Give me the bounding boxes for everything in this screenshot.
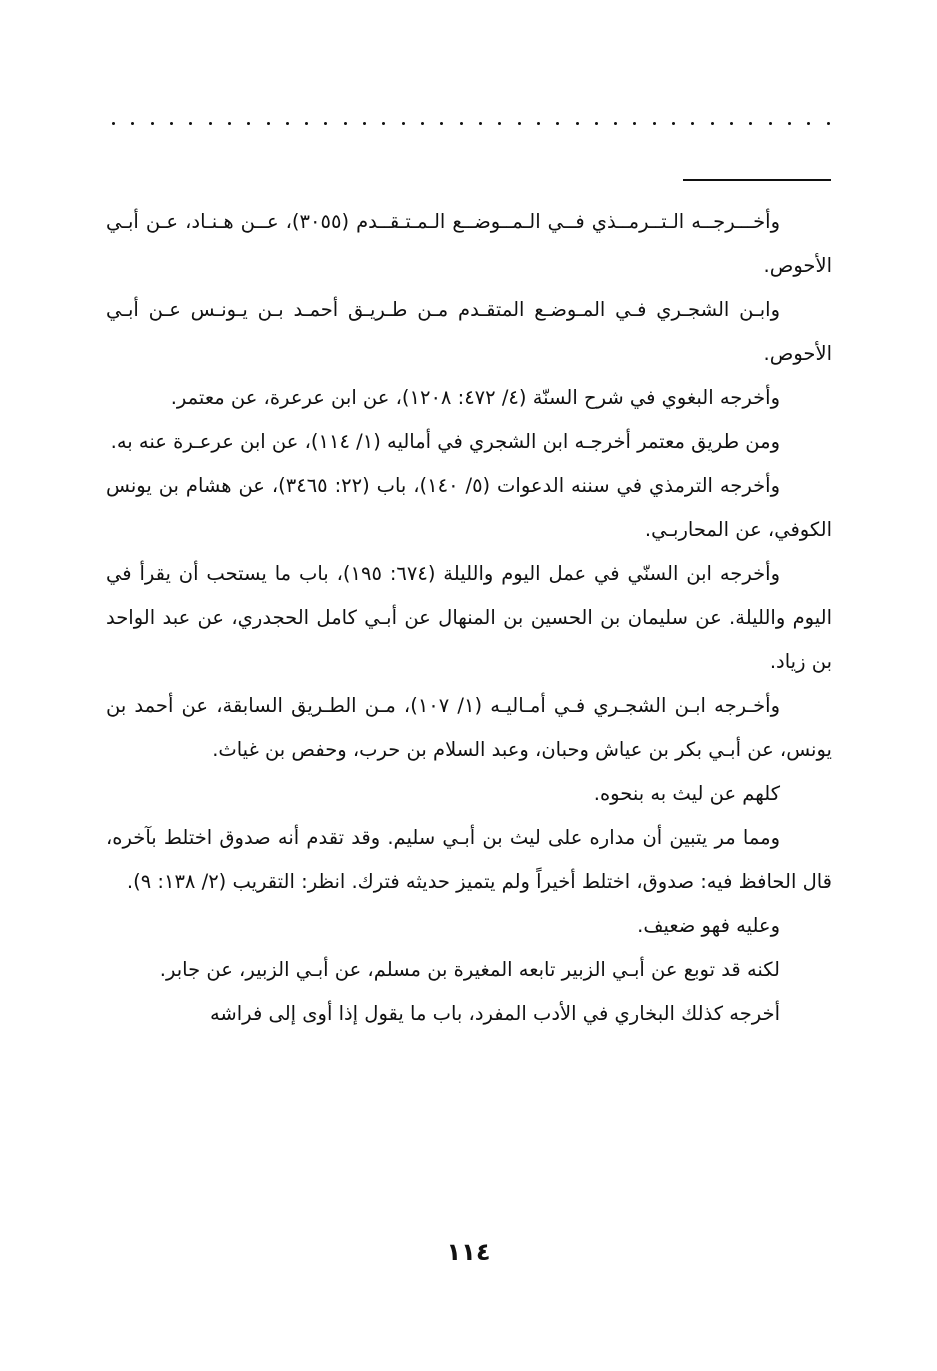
separator-dot xyxy=(653,122,656,125)
separator-dot xyxy=(633,122,636,125)
separator-dot xyxy=(556,122,559,125)
separator-dot xyxy=(576,122,579,125)
footnote-rule xyxy=(683,179,831,181)
separator-dot xyxy=(267,122,270,125)
footnote-body xyxy=(106,200,832,1210)
separator-dot xyxy=(711,122,714,125)
separator-dot xyxy=(344,122,347,125)
separator-dot xyxy=(286,122,289,125)
paragraph: وأخرجه ابن السنّي في عمل اليوم والليلة (٦٧٤: ١٩٥)، باب ما يستحب أن يقرأ في اليوم والليلة. عن سليمان بن الحسين بن المنهال عن أبـي كامل الحجدري، عن عبد الواحد بن زياد. xyxy=(106,562,832,673)
separator-dot xyxy=(421,122,424,125)
separator-dot xyxy=(691,122,694,125)
separator-dot xyxy=(247,122,250,125)
separator-dot xyxy=(614,122,617,125)
separator-dot xyxy=(112,122,115,125)
separator-dot xyxy=(827,122,830,125)
separator-dot xyxy=(170,122,173,125)
separator-dot xyxy=(440,122,443,125)
paragraph: كلهم عن ليث به بنحوه. xyxy=(593,782,780,805)
paragraph: أخرجه كذلك البخاري في الأدب المفرد، باب ما يقول إذا أوى إلى فراشه xyxy=(209,1002,780,1025)
paragraph: وأخـــرجــه الـتــرمــذي فــي الـمــوضــع الـمـتـقــدم (٣٠٥٥)، عــن هـنـاد، عـن أبـي الأحوص. xyxy=(106,210,832,277)
paragraph: ومما مر يتبين أن مداره على ليث بن أبـي سليم. وقد تقدم أنه صدوق اختلط بآخره، قال الحافظ فيه: صدوق، اختلط أخيراً ولم يتميز حديثه فترك. انظر: التقريب (٢/ ١٣٨: ٩). xyxy=(106,826,832,893)
paragraph: وابـن الشجـري فـي المـوضـع المتقـدم مـن طـريـق أحمـد بـن يـونـس عـن أبـي الأحوص. xyxy=(106,298,832,365)
page-number: ١١٤ xyxy=(446,1238,491,1266)
separator-dot xyxy=(537,122,540,125)
separator-dot xyxy=(363,122,366,125)
dotted-separator xyxy=(112,118,830,130)
separator-dot xyxy=(305,122,308,125)
paragraph: ومن طريق معتمر أخرجـه ابن الشجري في أماليه (١/ ١١٤)، عن ابن عرعـرة عنه به. xyxy=(110,430,780,453)
separator-dot xyxy=(518,122,521,125)
separator-dot xyxy=(228,122,231,125)
separator-dot xyxy=(672,122,675,125)
separator-dot xyxy=(209,122,212,125)
paragraph: وأخرجه الترمذي في سننه الدعوات (٥/ ١٤٠)، باب (٢٢: ٣٤٦٥)، عن هشام بن يونس الكوفي، عن المحاربـي. xyxy=(106,474,832,541)
separator-dot xyxy=(595,122,598,125)
paragraph: وعليه فهو ضعيف. xyxy=(637,914,780,937)
separator-dot xyxy=(807,122,810,125)
paragraph: لكنه قد توبع عن أبـي الزبير تابعه المغيرة بن مسلم، عن أبـي الزبير، عن جابر. xyxy=(159,958,780,981)
separator-dot xyxy=(479,122,482,125)
paragraph: وأخرجه البغوي في شرح السنّة (٤/ ٤٧٢: ١٢٠٨)، عن ابن عرعرة، عن معتمر. xyxy=(170,386,780,409)
separator-dot xyxy=(788,122,791,125)
separator-dot xyxy=(498,122,501,125)
separator-dot xyxy=(402,122,405,125)
paragraph: وأخـرجه ابـن الشجـري فـي أمـاليـه (١/ ١٠٧)، مـن الطـريق السابقة، عن أحمد بن يونس، عن أبـي بكر بن عياش وحبان، وعبد السلام بن حرب، وحفص بن غياث. xyxy=(106,694,832,761)
separator-dot xyxy=(769,122,772,125)
separator-dot xyxy=(730,122,733,125)
separator-dot xyxy=(189,122,192,125)
separator-dot xyxy=(151,122,154,125)
separator-dot xyxy=(131,122,134,125)
separator-dot xyxy=(382,122,385,125)
separator-dot xyxy=(324,122,327,125)
separator-dot xyxy=(460,122,463,125)
separator-dot xyxy=(749,122,752,125)
